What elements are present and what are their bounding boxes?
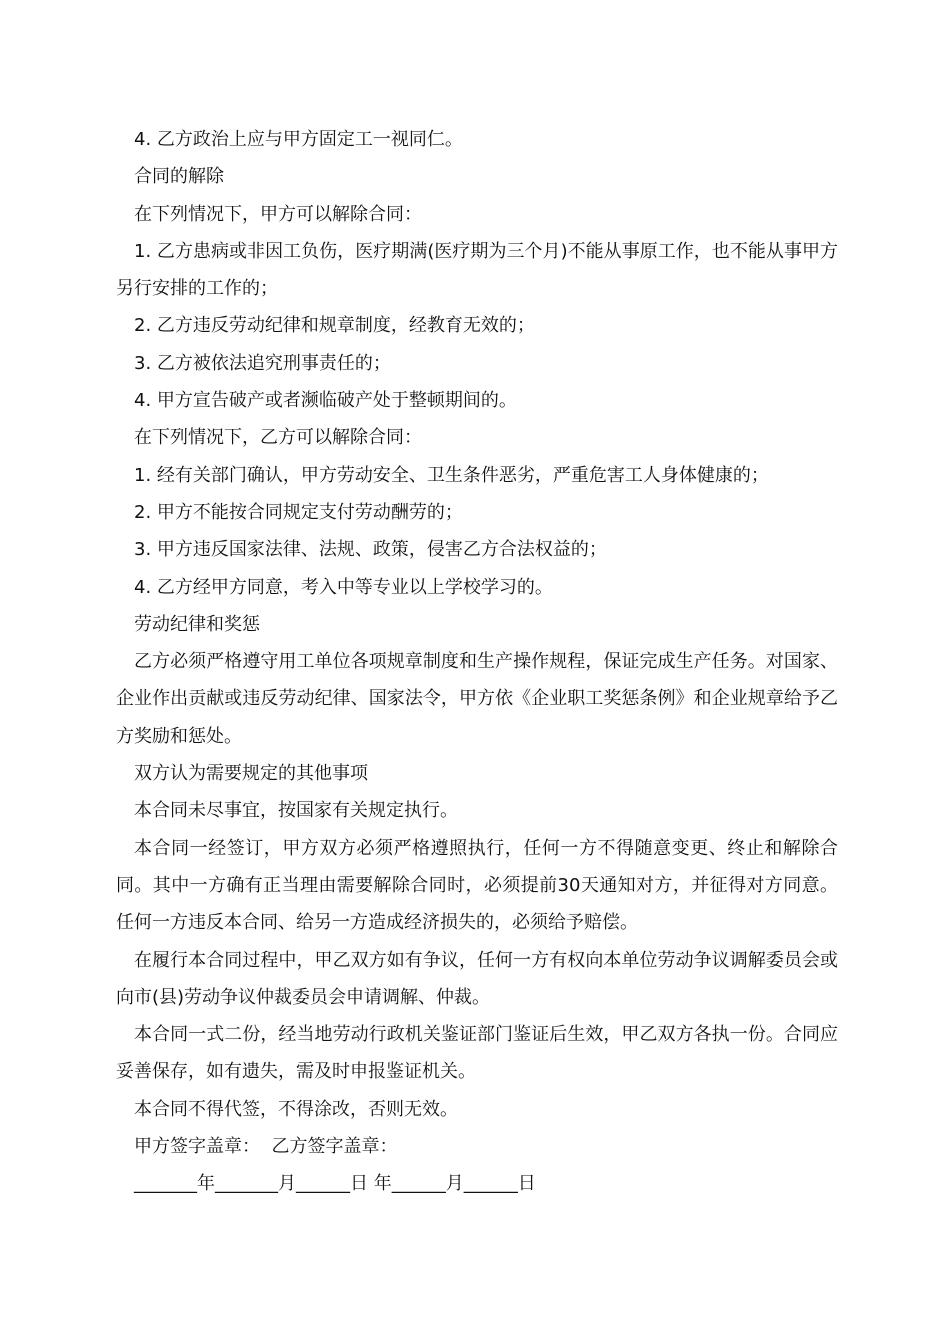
contract-page bbox=[116, 121, 838, 1203]
termination-b-item-3: 3. 甲方违反国家法律、法规、政策，侵害乙方合法权益的； bbox=[134, 539, 607, 561]
termination-by-party-a-intro: 在下列情况下，甲方可以解除合同： bbox=[134, 203, 422, 225]
discipline-paragraph: 乙方必须严格遵守用工单位各项规章制度和生产操作规程，保证完成生产任务。对国家、企业作出贡献或违反劳动纪律、国家法令，甲方依《企业职工奖惩条例》和企业规章给予乙方奖励和惩处。 bbox=[116, 651, 838, 747]
copies-paragraph: 本合同一式二份，经当地劳动行政机关鉴证部门鉴证后生效，甲乙双方各执一份。合同应妥善保存，如有遗失，需及时申报鉴证机关。 bbox=[116, 1024, 838, 1083]
dispute-paragraph: 在履行本合同过程中，甲乙双方如有争议，任何一方有权向本单位劳动争议调解委员会或向市(县)劳动争议仲裁委员会申请调解、仲裁。 bbox=[116, 949, 838, 1008]
section-heading-termination: 合同的解除 bbox=[134, 166, 224, 188]
termination-b-item-4: 4. 乙方经甲方同意，考入中等专业以上学校学习的。 bbox=[134, 576, 553, 598]
other-matters-paragraph-2: 本合同一经签订，甲方双方必须严格遵照执行，任何一方不得随意变更、终止和解除合同。其中一方确有正当理由需要解除合同时，必须提前30天通知对方，并征得对方同意。任何一方违反本合同、给另一方造成经济损失的，必须给予赔偿。 bbox=[116, 837, 838, 934]
termination-b-item-1: 1. 经有关部门确认，甲方劳动安全、卫生条件恶劣，严重危害工人身体健康的； bbox=[134, 464, 769, 486]
validity-paragraph: 本合同不得代签，不得涂改，否则无效。 bbox=[134, 1098, 458, 1120]
section-heading-discipline: 劳动纪律和奖惩 bbox=[134, 613, 260, 635]
termination-by-party-b-intro: 在下列情况下，乙方可以解除合同： bbox=[134, 427, 422, 449]
clause-equal-treatment: 4. 乙方政治上应与甲方固定工一视同仁。 bbox=[134, 129, 463, 150]
other-matters-paragraph-1: 本合同未尽事宜，按国家有关规定执行。 bbox=[134, 800, 458, 822]
termination-a-item-4: 4. 甲方宣告破产或者濒临破产处于整顿期间的。 bbox=[134, 390, 517, 412]
termination-a-item-3: 3. 乙方被依法追究刑事责任的； bbox=[134, 352, 391, 374]
section-heading-other-matters: 双方认为需要规定的其他事项 bbox=[134, 763, 368, 785]
signature-labels: 甲方签字盖章： 乙方签字盖章： bbox=[134, 1136, 398, 1158]
signature-date-line: _______年_______月______日 年______月______日 bbox=[134, 1173, 536, 1195]
termination-a-item-2: 2. 乙方违反劳动纪律和规章制度，经教育无效的； bbox=[134, 315, 535, 337]
termination-b-item-2: 2. 甲方不能按合同规定支付劳动酬劳的； bbox=[134, 501, 463, 523]
termination-a-item-1: 1. 乙方患病或非因工负伤，医疗期满(医疗期为三个月)不能从事原工作，也不能从事甲方另行安排的工作的； bbox=[116, 240, 838, 300]
